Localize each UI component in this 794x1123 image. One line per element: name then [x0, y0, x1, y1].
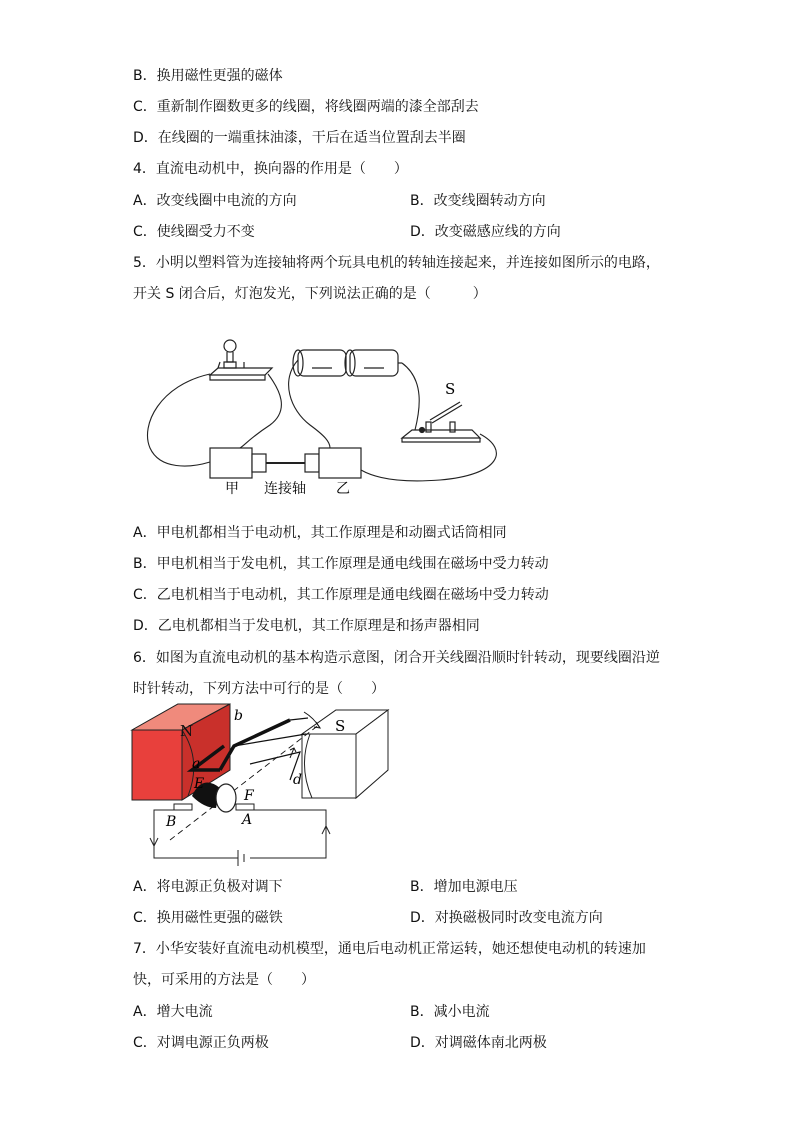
q5-circuit-figure: [140, 330, 520, 500]
q6-option-b: B．增加电源电压: [410, 879, 518, 895]
motor-yi-label: 乙: [336, 481, 350, 497]
south-label: S: [335, 717, 346, 735]
q4-option-b: B．改变线圈转动方向: [410, 193, 546, 209]
q7-option-a: A．增大电流: [133, 1004, 213, 1020]
q6-option-c: C．换用磁性更强的磁铁: [133, 910, 283, 926]
label-b: b: [234, 708, 243, 724]
q6-stem-line1: 6．如图为直流电动机的基本构造示意图，闭合开关线圈沿顺时针转动，现要线圈沿逆: [133, 650, 660, 666]
label-F: F: [244, 788, 254, 804]
q5-option-d: D．乙电机都相当于发电机，其工作原理是和扬声器相同: [133, 618, 480, 634]
label-B: B: [166, 814, 177, 830]
q6-option-a: A．将电源正负极对调下: [133, 879, 283, 895]
motor-jia-icon: [210, 448, 266, 478]
lamp-icon: [210, 340, 272, 380]
q4-stem: 4．直流电动机中，换向器的作用是（ ）: [133, 161, 408, 177]
q5-stem-line1: 5．小明以塑料管为连接轴将两个玩具电机的转轴连接起来，并连接如图所示的电路，: [133, 255, 660, 271]
motor-jia-label: 甲: [225, 481, 239, 497]
q6-motor-figure: [130, 700, 400, 870]
q7-option-d: D．对调磁体南北两极: [410, 1035, 547, 1051]
option-c-prev: C．重新制作圈数更多的线圈，将线圈两端的漆全部刮去: [133, 99, 479, 115]
q4-option-a: A．改变线圈中电流的方向: [133, 193, 297, 209]
axis-label: 连接轴: [264, 481, 306, 497]
label-A: A: [242, 812, 253, 828]
q4-option-c: C．使线圈受力不变: [133, 224, 255, 240]
q7-stem-line1: 7．小华安装好直流电动机模型，通电后电动机正常运转，她还想使电动机的转速加: [133, 941, 646, 957]
label-E: E: [194, 776, 205, 792]
north-label: N: [180, 722, 194, 740]
q6-stem-line2: 时针转动，下列方法中可行的是（ ）: [133, 681, 385, 697]
q7-option-c: C．对调电源正负两极: [133, 1035, 269, 1051]
battery-icon: [293, 350, 402, 376]
q5-stem-line2: 开关 S 闭合后，灯泡发光，下列说法正确的是（ ）: [133, 286, 487, 302]
q7-option-b: B．减小电流: [410, 1004, 490, 1020]
label-d: d: [293, 772, 302, 788]
external-circuit: [150, 810, 330, 866]
label-a: a: [192, 756, 201, 772]
switch-icon: [402, 402, 480, 442]
q5-option-b: B．甲电机相当于发电机，其工作原理是通电线围在磁场中受力转动: [133, 556, 549, 572]
q7-stem-line2: 快，可采用的方法是（ ）: [133, 972, 315, 988]
q4-option-d: D．改变磁感应线的方向: [410, 224, 561, 240]
q5-option-c: C．乙电机相当于电动机，其工作原理是通电线圈在磁场中受力转动: [133, 587, 549, 603]
option-b-prev: B．换用磁性更强的磁体: [133, 68, 283, 84]
switch-label: S: [445, 380, 456, 398]
motor-yi-icon: [305, 448, 361, 478]
q6-option-d: D．对换磁极同时改变电流方向: [410, 910, 603, 926]
option-d-prev: D．在线圈的一端重抹油漆，干后在适当位置刮去半圈: [133, 130, 466, 146]
q5-option-a: A．甲电机都相当于电动机，其工作原理是和动圈式话筒相同: [133, 525, 507, 541]
